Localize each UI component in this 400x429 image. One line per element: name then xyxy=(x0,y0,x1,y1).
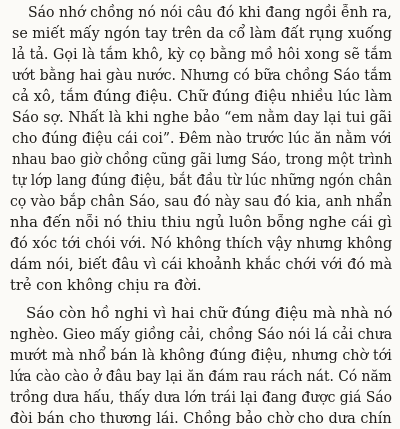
text-line-9: tự lớp lang đúng điệu, bắt đầu từ lúc những ngón chân xyxy=(12,172,392,189)
text-line-12: đó xóc tới chói với. Nó không thích vậy nhưng không xyxy=(10,235,393,252)
text-line-13: dám nói, biết đâu vì cái khoảnh khắc chới với đó mà xyxy=(10,256,393,273)
text-line-20: đòi bán cho thương lái. Chồng bảo chờ cho dưa chín xyxy=(10,410,392,427)
text-line-16: nghèo. Gieo mấy giồng cải, chồng Sáo nói lá cải chưa xyxy=(10,326,393,343)
text-line-3: lả tả. Gọi là tắm khô, kỳ cọ bằng mồ hôi xong sẽ tắm xyxy=(12,46,393,63)
text-line-7: cho đúng điệu cái coi”. Đêm nào trước lúc ăn nằm với xyxy=(12,130,392,147)
text-line-15: Sáo còn hồ nghi vì hai chữ đúng điệu mà nhà nó xyxy=(26,305,393,322)
text-line-5: cả xô, tắm đúng điệu. Chữ đúng điệu nhiều lúc làm xyxy=(12,88,393,105)
text-line-14: trẻ con không chịu ra đời. xyxy=(10,277,202,294)
text-line-2: se miết mấy ngón tay trên da cổ làm đất rụng xuống xyxy=(12,25,393,42)
text-line-18: lứa cào cào ở đâu bay lại ăn đám rau rách nát. Có năm xyxy=(10,368,392,385)
text-line-17: mướt mà nhổ bán là không đúng điệu, nhưng chờ tới xyxy=(10,347,392,364)
text-line-11: nha đến nỗi nó thiu thiu ngủ luôn bỗng nghe cái gì xyxy=(10,214,392,231)
text-line-1: Sáo nhớ chồng nó nói câu đó khi đang ngồi ễnh ra, xyxy=(28,4,392,21)
text-line-19: trồng dưa hấu, thấy dưa lớn trái lại đang được giá Sáo xyxy=(10,389,393,406)
text-line-6: Sáo sợ. Nhất là khi nghe bảo “em nằm day lại tui gãi xyxy=(12,109,392,126)
text-line-10: cọ vào bắp chân Sáo, sau đó này sau đó kia, anh nhẩn xyxy=(10,193,392,210)
text-line-4: ướt bằng hai gàu nước. Nhưng có bữa chồng Sáo tắm xyxy=(12,67,392,84)
text-line-8: nhau bao giờ chồng cũng gãi lưng Sáo, trong một trình xyxy=(12,151,393,168)
